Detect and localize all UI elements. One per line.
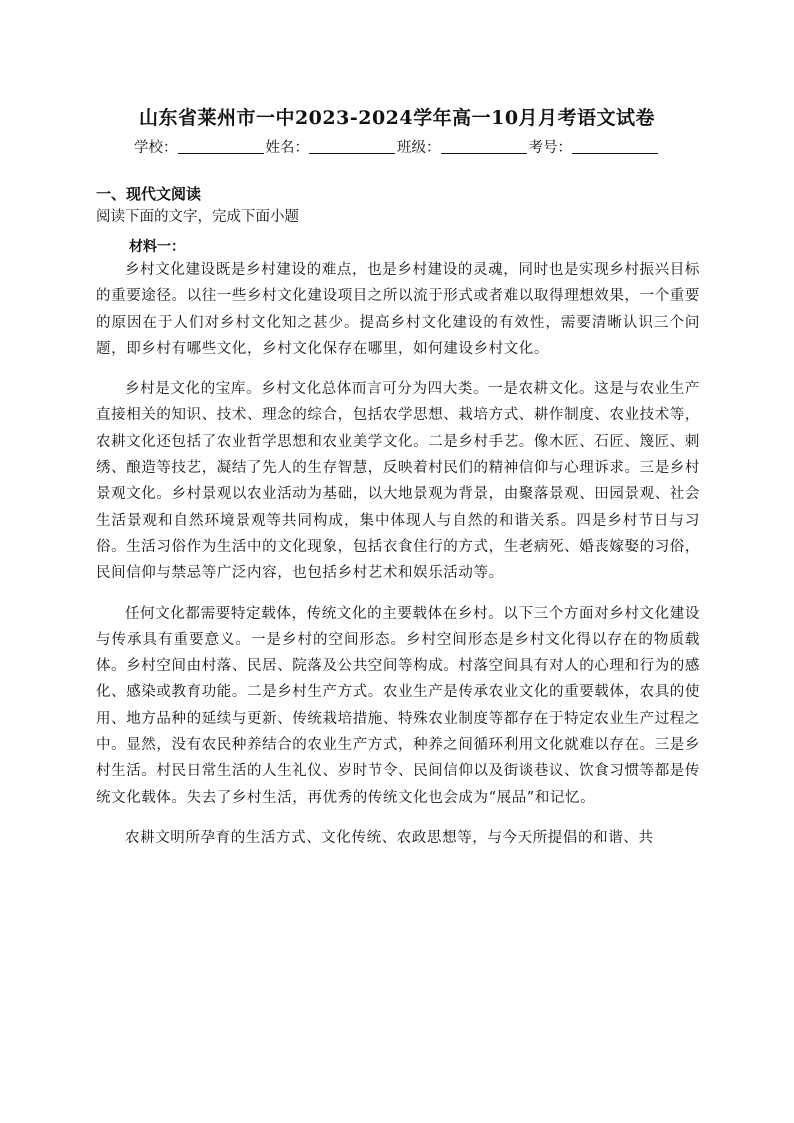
class-blank (441, 139, 527, 154)
paragraph: 乡村文化建设既是乡村建设的难点，也是乡村建设的灵魂，同时也是实现乡村振兴目标的重要途径。以往一些乡村文化建设项目之所以流于形式或者难以取得理想效果，一个重要的原因在于人们对乡村文化知之甚少。提高乡村文化建设的有效性，需要清晰认识三个问题，即乡村有哪些文化，乡村文化保存在哪里，如何建设乡村文化。 (96, 262, 700, 357)
paragraph: 乡村是文化的宝库。乡村文化总体而言可分为四大类。一是农耕文化。这是与农业生产直接相关的知识、技术、理念的综合，包括农学思想、栽培方式、耕作制度、农业技术等，农耕文化还包括了农业哲学思想和农业美学文化。二是乡村手艺。像木匠、石匠、篾匠、刺绣、酿造等技艺，凝结了先人的生存智慧，反映着村民们的精神信仰与心理诉求。三是乡村景观文化。乡村景观以农业活动为基础，以大地景观为背景，由聚落景观、田园景观、社会生活景观和自然环境景观等共同构成，集中体现人与自然的和谐关系。四是乡村节日与习俗。生活习俗作为生活中的文化现象，包括衣食住行的方式，生老病死、婚丧嫁娶的习俗，民间信仰与禁忌等广泛内容，也包括乡村艺术和娱乐活动等。 (96, 381, 700, 582)
exam-number-blank (572, 139, 658, 154)
class-label: 班级： (397, 140, 441, 156)
paragraph: 农耕文明所孕育的生活方式、文化传统、农政思想等，与今天所提倡的和谐、共 (125, 829, 654, 846)
reading-instruction: 阅读下面的文字，完成下面小题 (96, 209, 299, 225)
section-heading: 一、现代文阅读 (96, 185, 202, 203)
school-label: 学校： (134, 140, 178, 156)
school-blank (178, 139, 264, 154)
exam-title: 山东省莱州市一中2023-2024学年高一10月月考语文试卷 (138, 107, 656, 129)
passage-body (96, 257, 700, 865)
exam-number-label: 考号： (528, 140, 572, 156)
paragraph: 任何文化都需要特定载体，传统文化的主要载体在乡村。以下三个方面对乡村文化建设与传承具有重要意义。一是乡村的空间形态。乡村空间形态是乡村文化得以存在的物质载体。乡村空间由村落、民居、院落及公共空间等构成。村落空间具有对人的心理和行为的感化、感染或教育功能。二是乡村生产方式。农业生产是传承农业文化的重要载体，农具的使用、地方品种的延续与更新、传统栽培措施、特殊农业制度等都存在于特定农业生产过程之中。显然，没有农民种养结合的农业生产方式，种养之间循环利用文化就难以存在。三是乡村生活。村民日常生活的人生礼仪、岁时节令、民间信仰以及街谈巷议、饮食习惯等都是传统文化载体。失去了乡村生活，再优秀的传统文化也会成为“展品”和记忆。 (96, 605, 700, 806)
name-label: 姓名： (265, 140, 309, 156)
material-label: 材料一： (129, 239, 185, 255)
name-blank (309, 139, 395, 154)
student-info-line (0, 136, 794, 157)
